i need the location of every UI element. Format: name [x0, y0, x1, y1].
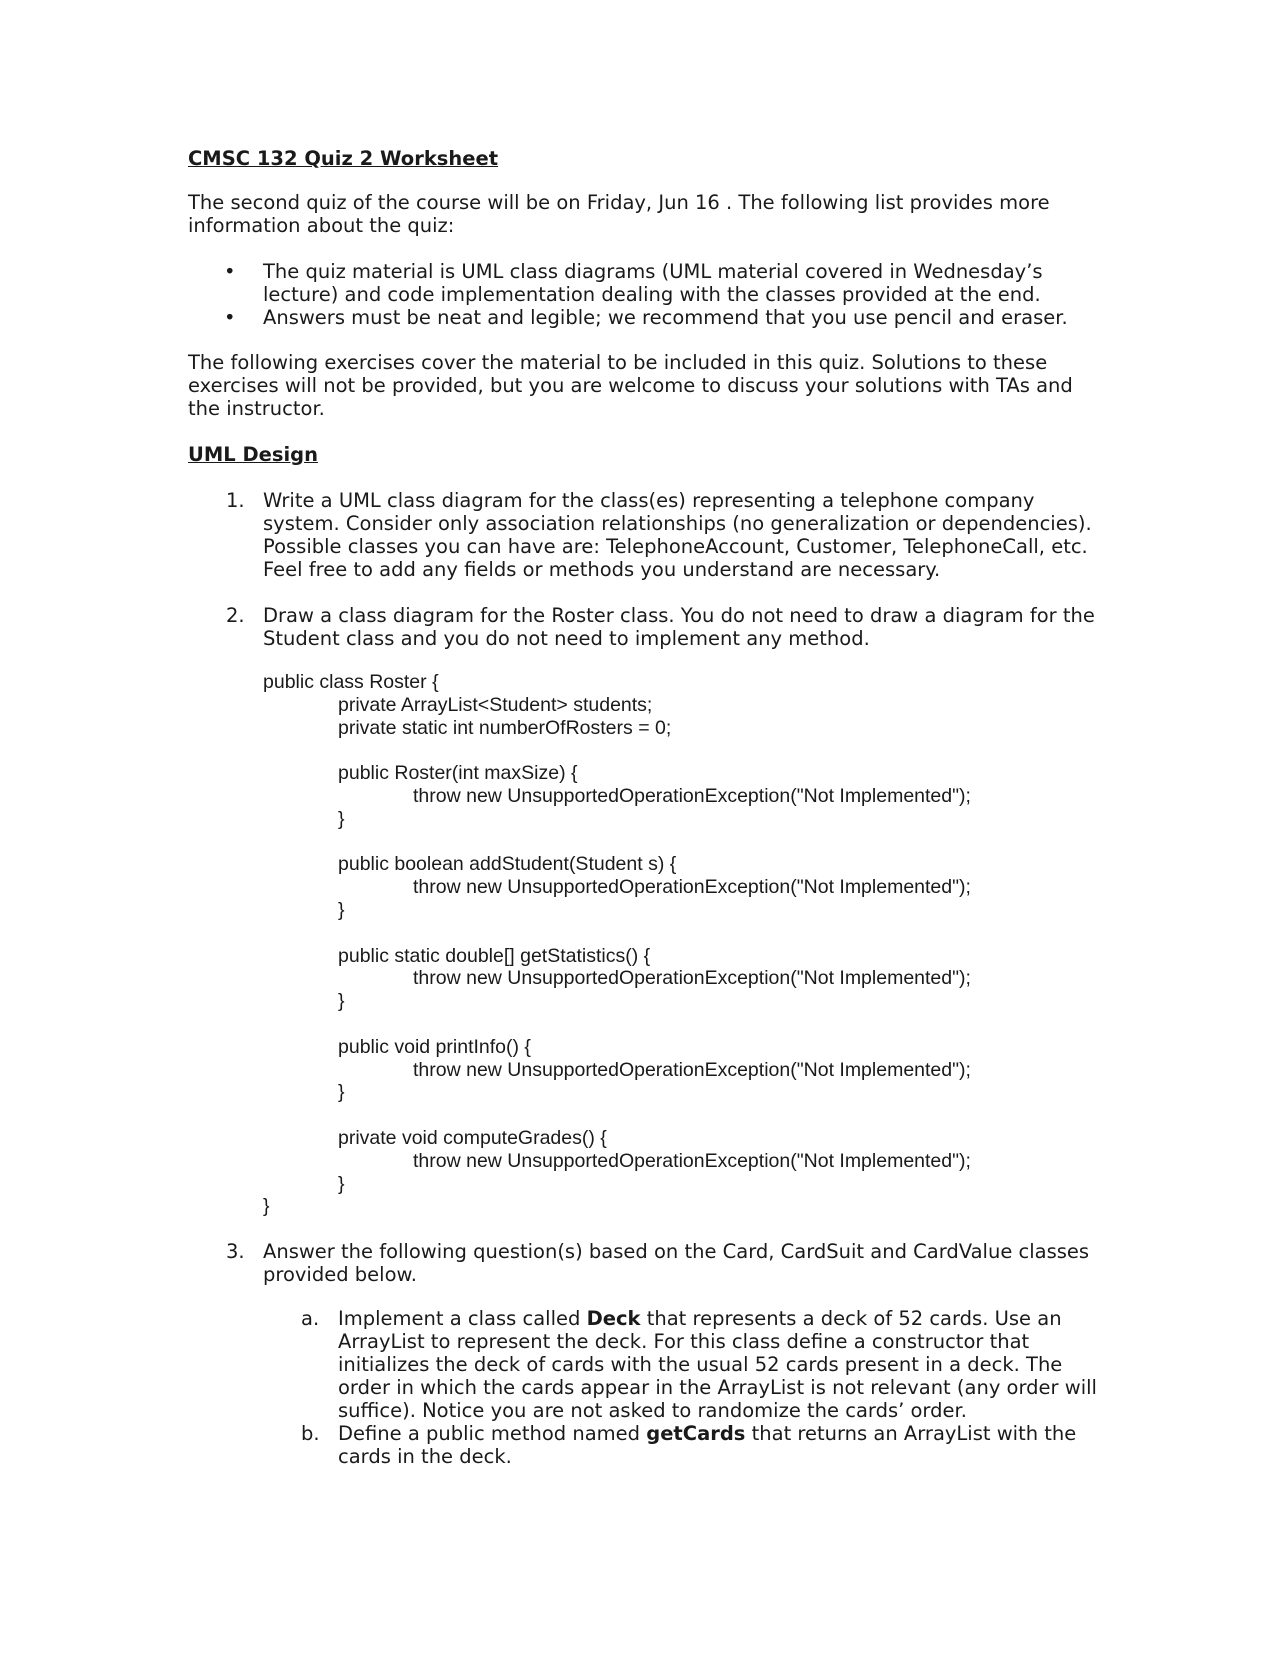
exercise-text: Write a UML class diagram for the class(es) representing a telephone company system. Consider only association relationships (no generalization or dependencies). Possible classes you can have are: TelephoneAccount, Customer, TelephoneCall, etc. Feel free to add any fields or methods you understand are necessary. — [263, 489, 1092, 581]
subitem-text-pre: Define a public method named — [338, 1422, 647, 1446]
document-page — [188, 147, 1108, 1468]
subitem-letter: a. — [301, 1307, 320, 1331]
exercise-3 — [188, 1240, 1108, 1286]
subitem-b — [188, 1422, 1108, 1468]
code-line: } — [263, 1195, 270, 1218]
list-item — [188, 306, 1108, 329]
intro-paragraph: The second quiz of the course will be on Friday, Jun 16 . The following list provides more information about the quiz: — [188, 191, 1050, 237]
subitem-a — [188, 1307, 1108, 1422]
bullet-text: Answers must be neat and legible; we recommend that you use pencil and eraser. — [263, 306, 1068, 329]
code-line: } — [338, 898, 345, 921]
code-line: } — [338, 1081, 345, 1104]
exercise-1 — [188, 489, 1108, 581]
exercise-number: 2. — [226, 604, 245, 627]
bullet-text: The quiz material is UML class diagrams (UML material covered in Wednesday’s lecture) and code implementation dealing with the classes provided at the end. — [263, 260, 1043, 306]
code-line: public static double[] getStatistics() { — [338, 944, 651, 967]
code-line: throw new UnsupportedOperationException("Not Implemented"); — [413, 1058, 971, 1081]
document-title: CMSC 132 Quiz 2 Worksheet — [188, 147, 499, 170]
code-line: public Roster(int maxSize) { — [338, 762, 578, 785]
code-line: private void computeGrades() { — [338, 1126, 607, 1149]
subitem-text-post: that represents a deck of 52 cards. Use an ArrayList to represent the deck. For this class define a constructor that initializes the deck of cards with the usual 52 cards present in a deck. The order in which the cards appear in the ArrayList is not relevant (any order will suffice). Notice you are not asked to randomize the cards’ order. — [338, 1307, 1097, 1423]
subitem-bold-term: Deck — [586, 1307, 641, 1331]
subitem-letter: b. — [301, 1422, 320, 1446]
exercise-number: 1. — [226, 489, 245, 512]
code-line: private static int numberOfRosters = 0; — [338, 716, 672, 739]
exercise-3-subitems — [188, 1307, 1108, 1468]
code-line: public class Roster { — [263, 671, 439, 693]
code-line: throw new UnsupportedOperationException("Not Implemented"); — [413, 967, 971, 990]
bullet-icon: • — [224, 260, 236, 283]
subitem-text-pre: Implement a class called — [338, 1307, 587, 1331]
code-block — [263, 671, 1108, 1218]
code-line: throw new UnsupportedOperationException("Not Implemented"); — [413, 876, 971, 899]
code-line: } — [338, 807, 345, 830]
exercise-text: Answer the following question(s) based on the Card, CardSuit and CardValue classes provided below. — [263, 1240, 1090, 1287]
code-line: throw new UnsupportedOperationException("Not Implemented"); — [413, 784, 971, 807]
code-line: } — [338, 990, 345, 1013]
section-heading: UML Design — [188, 443, 318, 466]
list-item — [188, 260, 1108, 306]
code-line: throw new UnsupportedOperationException("Not Implemented"); — [413, 1149, 971, 1172]
code-line: public boolean addStudent(Student s) { — [338, 853, 677, 876]
subitem-text-post: that returns an ArrayList with the cards in the deck. — [338, 1422, 1077, 1469]
code-line: public void printInfo() { — [338, 1035, 531, 1058]
exercise-text: Draw a class diagram for the Roster class. You do not need to draw a diagram for the Student class and you do not need to implement any method. — [263, 604, 1095, 650]
exercise-2 — [188, 604, 1108, 1218]
quiz-info-list — [188, 260, 1108, 329]
bullet-icon: • — [224, 306, 236, 329]
code-line: } — [338, 1172, 345, 1195]
code-line: private ArrayList<Student> students; — [338, 693, 653, 716]
exercises-paragraph: The following exercises cover the material to be included in this quiz. Solutions to these exercises will not be provided, but you are welcome to discuss your solutions with TAs and the instructor. — [188, 351, 1073, 420]
subitem-bold-term: getCards — [646, 1422, 746, 1446]
exercise-number: 3. — [226, 1240, 245, 1264]
